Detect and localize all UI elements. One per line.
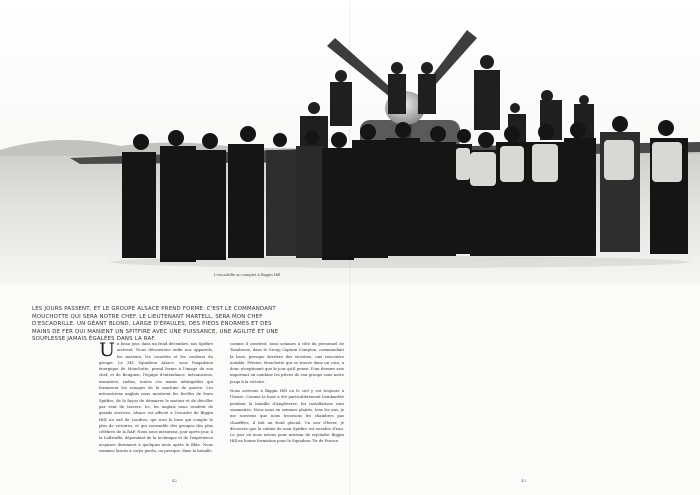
body-paragraph: n beau jour, dans un froid décembre, nos Spitfire arrivent. Nous découvrons enfin nos appareils, les moteurs, les cocardes et les couleurs du groupe. Le 341 Squadron Alsace, sous l'impulsion énergique de Mouchotte, prend forme à l'image de son chef, et de Bouguen, l'équipe d'intendance, mécaniciens, armuriers, radios, toutes ces mains infatigables qui formeront les rouages de la machine de guerre. Les mécaniciens anglais nous montrent les ficelles de leurs Spitfire, de la façon de démarrer le moteur et de décoller par vent de travers. Ici, les anglais nous rendent de grands services. Alsace est affecté à l'escadre de Biggin Hill, au sud de Londres, qui sera la base qui compte le plus de victoires, et qui rassemble des groupes des plus célèbres de la RAF. Nous nous mesurons, jour après jour, à la Luftwaffe, dépendant de la technique et de l'expérience acquises durement à quelques mois après le Blitz. Nous sommes lancés à corps perdu, ou presque, dans la bataille. <box>99 341 213 454</box>
body-paragraph: Nous arrivons à Biggin Hill où le ciel y est toujours à l'heure. Comme la base a été particulièrement bombardée pendant la bataille d'Angleterre, les installations sont sommaires. Nous nous en sommes plaints, tous les ans, je me souviens que nous trouvions les chambres pas chauffées, il fait un froid glacial. Un soir d'hiver, je découvre que la cabine de mon Spitfire est envahie d'eau. Le jour où nous avions pour mission de rejoindre Biggin Hill en bonne formation pour le Squadron Tir de France. <box>230 388 344 444</box>
illustration-caption: L'escadrille au complet à Biggin Hill <box>214 273 281 277</box>
spine-gutter <box>349 0 351 495</box>
page-number-right: 43 <box>521 478 527 483</box>
body-column-1 <box>99 341 213 457</box>
page-number-left: 42 <box>172 478 178 483</box>
body-column-2 <box>230 341 344 448</box>
intro-paragraph: LES JOURS PASSENT, ET LE GROUPE ALSACE PREND FORME. C'EST LE COMMANDANT MOUCHOTTE QUI SERA NOTRE CHEF. LE LIEUTENANT MARTELL, SERA MON CHEF D'ESCADRILLE. UN GÉANT BLOND, LARGE D'ÉPAULES, DES PIEDS ÉNORMES ET DES MAINS DE FER QUI MANIENT UN SPITFIRE AVEC UNE PUISSANCE, UNE AGILITÉ ET UNE SOUPLESSE JAMAIS ÉGALÉES DANS LA RAF. <box>32 306 279 343</box>
drop-cap: U <box>99 339 116 361</box>
body-paragraph: comme il convient, nous sommes à côté du personnel de Tanabosse, dans le Group Captain Compton, commandant la base, presque derrière des victoires, une rencontre notable. Février, Mouchotte qui se trouve dans un coin, a donc réceptionné que le jour qu'il pense. D'un dernier avis important on combine les pièces de son groupe sous notre jusqu'à la victoire. <box>230 341 344 384</box>
